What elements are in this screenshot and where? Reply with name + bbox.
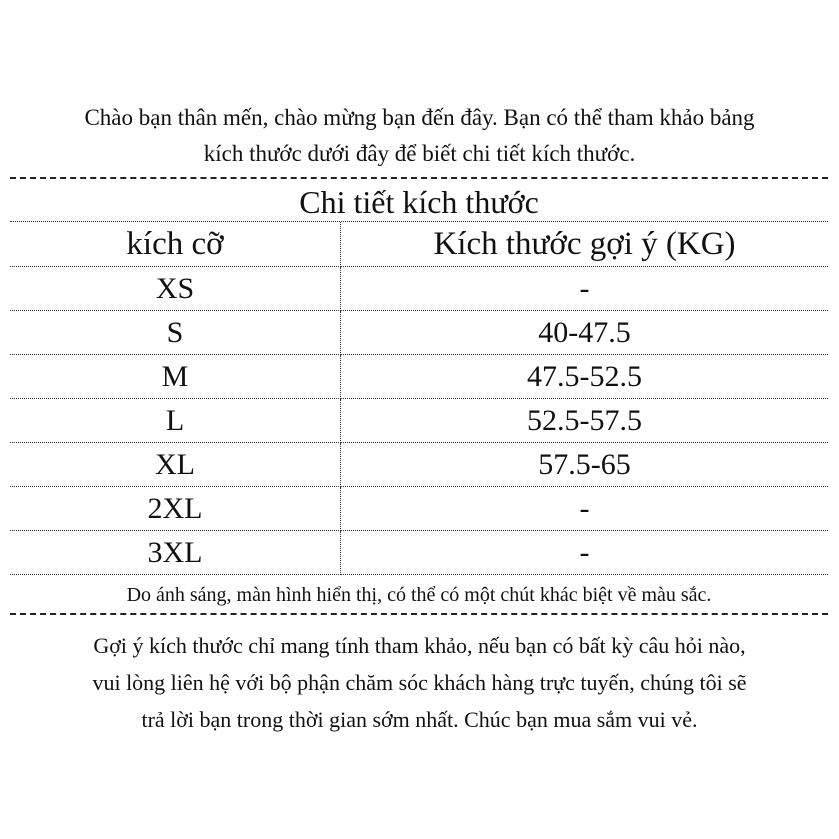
table-row — [10, 531, 828, 575]
footer-line-1: Gợi ý kích thước chỉ mang tính tham khảo, nếu bạn có bất kỳ câu hỏi nào, — [93, 633, 746, 658]
table-title: Chi tiết kích thước — [10, 179, 828, 222]
table-header-row — [10, 222, 828, 267]
size-cell: 3XL — [10, 531, 341, 575]
intro-line-2: kích thước dưới đây để biết chi tiết kích thước. — [203, 141, 636, 166]
table-row — [10, 267, 828, 311]
table-row — [10, 355, 828, 399]
weight-cell: - — [341, 267, 829, 311]
intro-line-1: Chào bạn thân mến, chào mừng bạn đến đây. Bạn có thể tham khảo bảng — [84, 105, 755, 130]
table-row — [10, 443, 828, 487]
weight-cell: 47.5-52.5 — [341, 355, 829, 399]
weight-cell: 40-47.5 — [341, 311, 829, 355]
header-suggested-weight: Kích thước gợi ý (KG) — [341, 222, 829, 267]
color-disclaimer: Do ánh sáng, màn hình hiển thị, có thể có một chút khác biệt về màu sắc. — [10, 575, 828, 615]
table-row — [10, 487, 828, 531]
size-cell: M — [10, 355, 341, 399]
header-size: kích cỡ — [10, 222, 341, 267]
weight-cell: 52.5-57.5 — [341, 399, 829, 443]
size-table — [10, 177, 828, 615]
size-grid — [10, 222, 828, 575]
size-cell: S — [10, 311, 341, 355]
table-row — [10, 399, 828, 443]
weight-cell: - — [341, 531, 829, 575]
footer-line-2: vui lòng liên hệ với bộ phận chăm sóc khách hàng trực tuyến, chúng tôi sẽ — [92, 670, 747, 695]
weight-cell: 57.5-65 — [341, 443, 829, 487]
footer-text — [10, 627, 829, 738]
intro-text — [10, 100, 829, 172]
size-cell: XS — [10, 267, 341, 311]
table-row — [10, 311, 828, 355]
weight-cell: - — [341, 487, 829, 531]
size-cell: XL — [10, 443, 341, 487]
size-cell: L — [10, 399, 341, 443]
size-cell: 2XL — [10, 487, 341, 531]
footer-line-3: trả lời bạn trong thời gian sớm nhất. Chúc bạn mua sắm vui vẻ. — [141, 707, 698, 732]
